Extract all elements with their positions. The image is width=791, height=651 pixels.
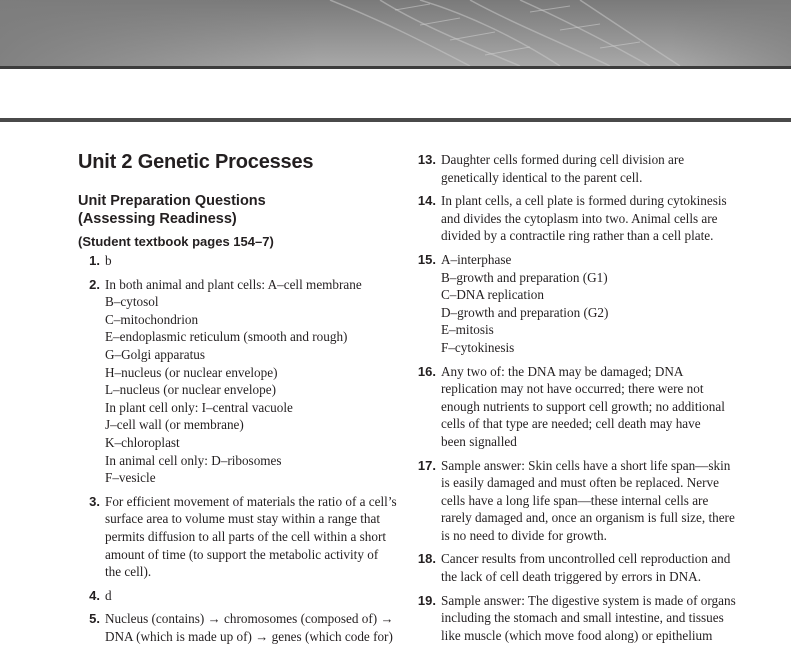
banner-rule	[0, 66, 791, 69]
answer-list	[414, 151, 744, 644]
answer-line: K–chloroplast	[105, 434, 180, 450]
answer-text	[441, 363, 744, 451]
answer-line: genetically identical to the parent cell.	[441, 169, 643, 185]
answer-line: including the stomach and small intestine, and tissues	[441, 610, 724, 626]
answer-number: 19.	[417, 592, 436, 608]
answer-line: B–growth and preparation (G1)	[441, 269, 608, 285]
answer-number: 2.	[89, 276, 100, 292]
answer-line: C–mitochondrion	[105, 311, 199, 327]
answer-line: enough nutrients to support cell growth; no additional	[441, 398, 725, 414]
answer-line: In both animal and plant cells: A–cell membrane	[105, 276, 362, 292]
answer-line: Daughter cells formed during cell division are	[441, 152, 685, 167]
answer-line: the cell).	[105, 564, 152, 580]
answer-number: 15.	[417, 251, 436, 267]
section-rule	[0, 118, 791, 122]
answer-text	[105, 276, 390, 487]
answer-item	[414, 151, 744, 186]
section-heading-line: (Assessing Readiness)	[78, 211, 237, 227]
answer-line: In plant cell only: I–central vacuole	[105, 399, 293, 415]
answer-line: F–cytokinesis	[441, 339, 515, 355]
answer-line: E–endoplasmic reticulum (smooth and rough)	[105, 329, 348, 345]
answer-line: Sample answer: Skin cells have a short life span—skin	[441, 457, 731, 473]
answer-line: like muscle (which move food along) or epithelium	[441, 627, 713, 643]
section-heading	[78, 192, 390, 228]
answer-item	[414, 363, 744, 451]
answer-line: divided by a contractile ring rather than a cell plate.	[441, 228, 714, 244]
answer-number: 18.	[417, 551, 436, 567]
answer-text	[441, 550, 744, 585]
answer-line: C–DNA replication	[441, 287, 544, 303]
answer-line: the lack of cell death triggered by errors in DNA.	[441, 569, 701, 585]
answer-line: amount of time (to support the metabolic activity of	[105, 546, 379, 562]
answer-number: 16.	[417, 363, 436, 379]
answer-number: 4.	[89, 587, 100, 603]
answer-line: rarely damaged and, once an organism is full size, there	[441, 510, 735, 526]
answer-line: d	[105, 587, 112, 603]
answer-item	[414, 550, 744, 585]
answer-number: 13.	[417, 152, 436, 167]
answer-line: Sample answer: The digestive system is made of organs	[441, 592, 736, 608]
answer-number: 5.	[89, 611, 100, 627]
answer-list	[78, 252, 397, 645]
answer-line: cells have a long life span—these internal cells are	[441, 492, 709, 508]
unit-title: Unit 2 Genetic Processes	[78, 151, 314, 173]
textbook-pages-reference: (Student textbook pages 154–7)	[78, 234, 274, 249]
answer-text	[105, 587, 390, 605]
answer-item	[414, 251, 744, 357]
header-banner	[0, 0, 791, 66]
answer-item	[78, 587, 390, 605]
answer-line: b	[105, 253, 112, 268]
answer-line: B–cytosol	[105, 294, 159, 310]
section-heading-line: Unit Preparation Questions	[78, 193, 266, 209]
answer-line: J–cell wall (or membrane)	[105, 417, 244, 433]
answer-line: Cancer results from uncontrolled cell reproduction and	[441, 551, 731, 567]
dna-helix-graphic	[0, 0, 791, 66]
answer-text	[105, 252, 390, 270]
answer-text	[105, 493, 397, 581]
answer-number: 17.	[417, 457, 436, 473]
answer-line: and divides the cytoplasm into two. Animal cells are	[441, 210, 718, 226]
answer-line: F–vesicle	[105, 470, 156, 486]
answer-item	[414, 457, 744, 545]
answer-item	[414, 592, 744, 645]
answer-line: A–interphase	[441, 251, 512, 267]
answer-number: 14.	[417, 193, 436, 209]
answer-item	[78, 252, 390, 270]
answer-text	[441, 592, 744, 645]
answer-line: In plant cells, a cell plate is formed during cytokinesis	[441, 193, 727, 209]
answer-line: In animal cell only: D–ribosomes	[105, 452, 282, 468]
answer-line: Nucleus (contains) → chromosomes (composed of) →	[105, 611, 394, 627]
answer-line: DNA (which is made up of) → genes (which code for)	[105, 628, 393, 644]
answer-line: is no need to divide for growth.	[441, 527, 607, 543]
answer-line: For efficient movement of materials the ratio of a cell’s	[105, 493, 397, 509]
answer-line: H–nucleus (or nuclear envelope)	[105, 364, 278, 380]
answer-item	[78, 610, 394, 645]
answer-line: Any two of: the DNA may be damaged; DNA	[441, 363, 684, 379]
answer-line: L–nucleus (or nuclear envelope)	[105, 382, 276, 398]
answer-line: D–growth and preparation (G2)	[441, 304, 609, 320]
answer-line: G–Golgi apparatus	[105, 346, 205, 362]
answer-number: 1.	[89, 253, 100, 268]
answer-line: is easily damaged and must often be replaced. Nerve	[441, 475, 719, 491]
answer-line: been signalled	[441, 433, 517, 449]
answer-number: 3.	[89, 493, 100, 509]
answer-line: E–mitosis	[441, 322, 494, 338]
answer-line: cells of that type are needed; cell death may have	[441, 416, 701, 432]
answer-item	[414, 192, 744, 245]
answer-line: replication may not have occurred; there were not	[441, 381, 704, 397]
answer-text	[441, 151, 744, 186]
answer-text	[441, 192, 744, 245]
answer-item	[78, 276, 390, 487]
left-column	[78, 150, 397, 651]
right-column	[414, 151, 744, 650]
answer-text	[105, 610, 394, 645]
answer-item	[78, 493, 397, 581]
answer-line: surface area to volume must stay within a range that	[105, 511, 381, 527]
answer-text	[441, 457, 744, 545]
answer-text	[441, 251, 744, 357]
answer-line: permits diffusion to all parts of the cell within a short	[105, 528, 387, 544]
